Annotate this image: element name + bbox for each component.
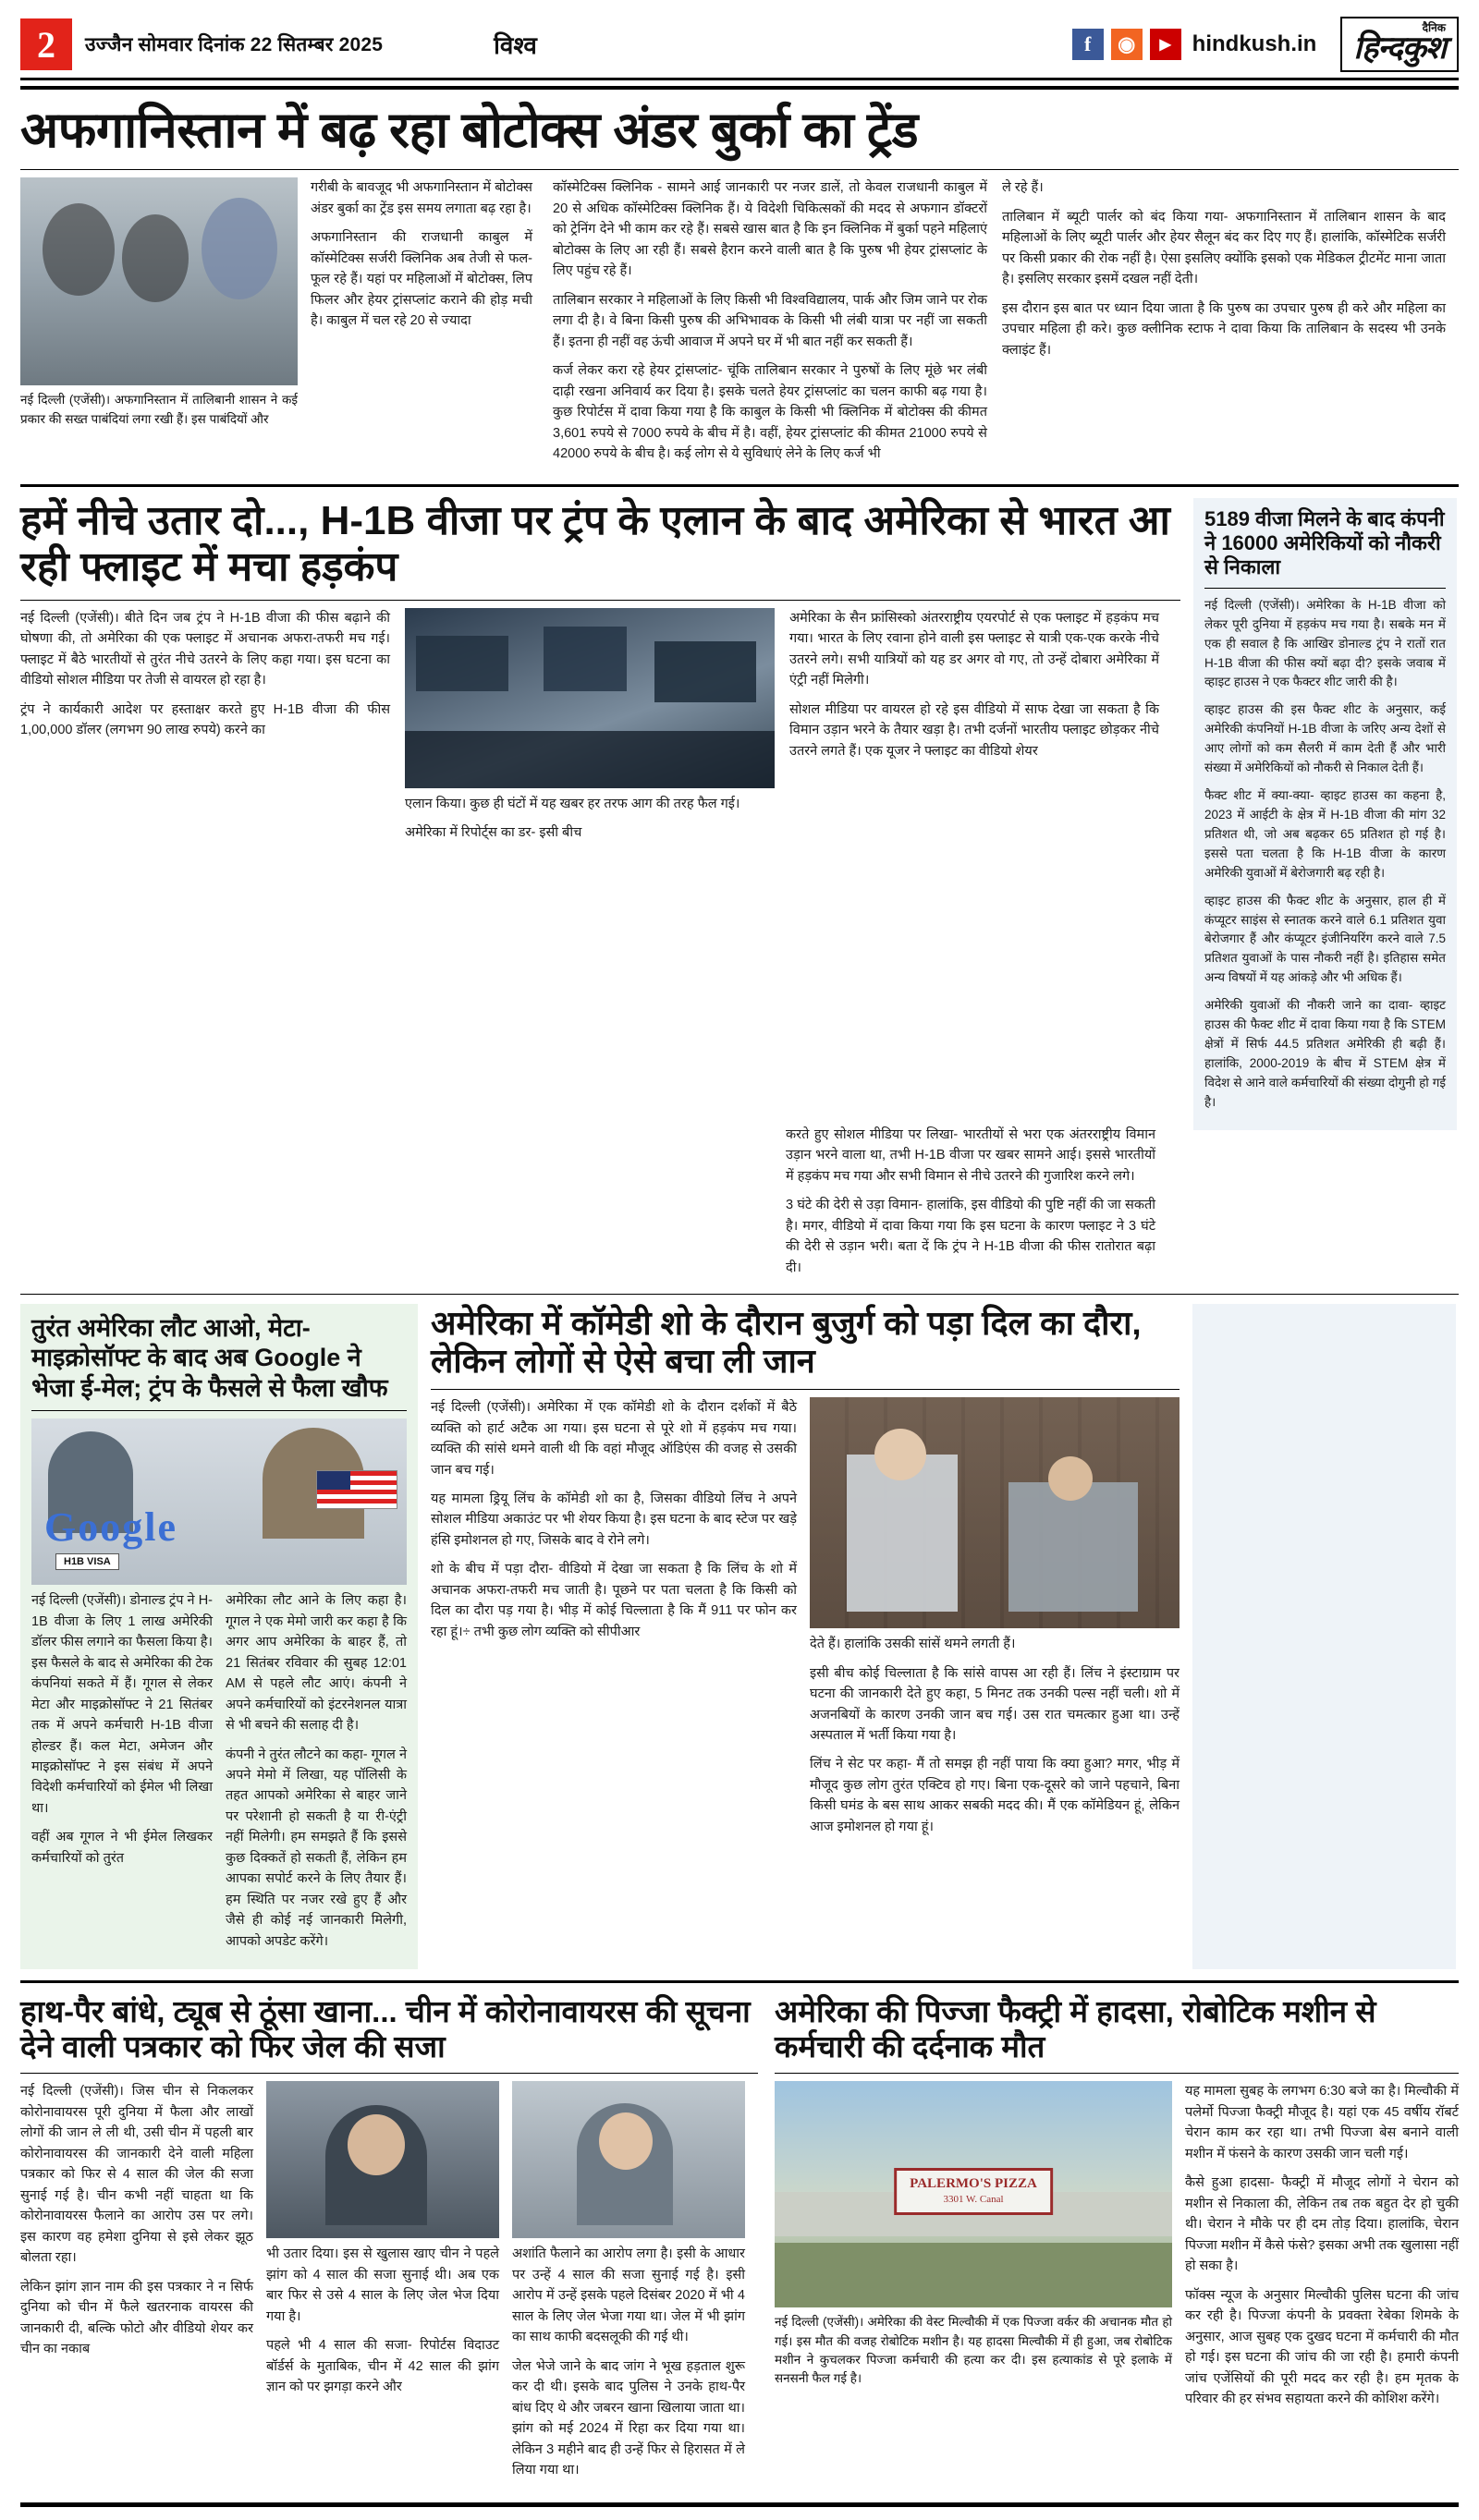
section-divider-1 <box>20 484 1459 487</box>
bottom-section <box>20 1994 1459 2489</box>
pizza-headline: अमेरिका की पिज्जा फैक्ट्री में हादसा, रोबोटिक मशीन से कर्मचारी की दर्दनाक मौत <box>775 1994 1376 2063</box>
h1b-visa-badge: H1B VISA <box>55 1553 119 1570</box>
sidebar-5189-headline: 5189 वीजा मिलने के बाद कंपनी ने 16000 अमेरिकियों को नौकरी से निकाला <box>1204 506 1445 579</box>
lead-col3-p2: तालिबान में ब्यूटी पार्लर को बंद किया गया- अफगानिस्तान में तालिबान शासन के बाद महिलाओं के लिए ब्यूटी पार्लर और हेयर सैलून बंद कर दिए गए हैं। हालांकि, कॉस्मेटिक सर्जरी पर किसी प्रकार की रोक नहीं है। ऐसा इसलिए क्योंकि इसको एक मेडिकल ट्रीटमेंट माना जाता है। इसलिए सरकार इसमें दखल नहीं देती। <box>1002 209 1446 287</box>
pizza-col1-p1: यह मामला सुबह के लगभग 6:30 बजे का है। मिल्वौकी में पलेर्मो पिज्जा फैक्ट्री मौजूद है। यहां एक 45 वर्षीय रॉबर्ट चेरान काम कर रहा था। तभी पिज्जा बेस बनाने वाली मशीन में फंसने के कारण उसकी जान चली गई। <box>1185 2084 1459 2161</box>
h1b-section <box>20 498 1459 1130</box>
china-col2-p2: पहले भी 4 साल की सजा- रिपोर्टस विदाउट बॉर्डर्स के मुताबिक, चीन में 42 साल की झांग ज्ञान को पर झगड़ा करने और <box>266 2338 499 2395</box>
sidebar-5189-p4: व्हाइट हाउस की फैक्ट शीट के अनुसार, हाल ही में कंप्यूटर साइंस से स्नातक करने वाले 6.1 प्रतिशत युवा बेरोजगार हैं और कंप्यूटर इंजीनियरिंग करने वाले 7.5 प्रतिशत युवाओं के पास नौकरी नहीं है। इतिहास समेत अन्य विषयों में यह आंकड़े और भी अधिक हैं। <box>1204 893 1446 985</box>
sidebar-5189-p2: व्हाइट हाउस की इस फैक्ट शीट के अनुसार, कई अमेरिकी कंपनियों H-1B वीजा के जरिए अन्य देशों से आए लोगों को कम सैलरी में काम देती हैं और भारी संख्या में अमेरिकियों को नौकरी से निकाल देती हैं। <box>1204 702 1446 775</box>
social-links <box>1072 17 1459 72</box>
google-logo-text: Google <box>44 1504 177 1551</box>
masthead-rule <box>20 86 1459 90</box>
pizza-sign-address: 3301 W. Canal <box>943 2194 1004 2206</box>
china-col3-p1: अशांति फैलाने का आरोप लगा है। इसी के आधार पर उन्हें 4 साल की सजा सुनाई गई है। इसी आरोप में उन्हें इसके पहले दिसंबर 2020 में भी 4 साल के लिए जेल भेजा गया था। जेल में भी झांग का साथ काफी बदसलूकी की गई थी। <box>512 2246 745 2345</box>
lead-story <box>20 177 1459 472</box>
page-bottom-rule <box>20 2502 1459 2507</box>
china-rule <box>20 2073 758 2074</box>
comedy-rule <box>431 1389 1180 1390</box>
lead-col3 <box>1002 177 1446 472</box>
sidebar-5189-p3: फैक्ट शीट में क्या-क्या- व्हाइट हाउस का कहना है, 2023 में आईटी के क्षेत्र में H-1B वीजा की मांग 32 प्रतिशत थी, जो अब बढ़कर 65 प्रतिशत हो गई है। इससे पता चलता है कि H-1B वीजा के कारण अमेरिकी युवाओं में बेरोजगारी बढ़ रही है। <box>1204 788 1446 880</box>
sidebar-5189-rule <box>1204 588 1446 589</box>
airplane-cabin-photo <box>405 608 775 788</box>
h1b-col3 <box>789 608 1159 852</box>
logo-wordmark: हिन्दकुश <box>1353 31 1446 66</box>
h1b-col4-p2: 3 घंटे की देरी से उड़ा विमान- हालांकि, इस वीडियो की पुष्टि नहीं की जा सकती है। मगर, वीडियो में दावा किया गया कि इस घटना के कारण फ्लाइट ने 3 घंटे की देरी से उड़ान भरी। बता दें कि ट्रंप ने H-1B वीजा की फीस रातोरात बढ़ा दी। <box>786 1198 1155 1275</box>
comedy-col2-p3: लिंच ने सेट पर कहा- मैं तो समझ ही नहीं पाया कि क्या हुआ? मगर, भीड़ में मौजूद कुछ लोग तुरंत एक्टिव हो गए। बिना एक-दूसरे को जाने पहचाने, बिना किसी घमंड के बस साथ आकर सबकी मदद की। मैं एक कॉमेडियन हूं, लेकिन आज इमोशनल हो गया हूं। <box>810 1757 1180 1834</box>
page-number-badge: 2 <box>20 18 72 70</box>
lead-col1-p2: अफगानिस्तान की राजधानी काबुल में कॉस्मेटिक्स सर्जरी क्लिनिक अब तेजी से फल-फूल रहे हैं। यहां पर महिलाओं में बोटोक्स, लिप फिलर और हेयर ट्रांसप्लांट कराने की होड़ मची है। काबुल में चल रहे 20 से ज्यादा <box>311 230 532 329</box>
us-flag-icon <box>316 1470 397 1509</box>
pizza-sign-name: PALERMO'S PIZZA <box>910 2175 1037 2191</box>
comedy-col1-p3: शो के बीच में पड़ा दौरा- वीडियो में देखा जा सकता है कि लिंच के शो में अचानक अफरा-तफरी मच जाती है। पूछने पर पता चलता है कि किसी को दिल का दौरा पड़ गया है। भीड़ में कोई चिल्लाता है कि मैं 911 पर फोन कर रहा हूं।÷ तभी कुछ लोग व्यक्ति को सीपीआर <box>431 1562 797 1639</box>
sidebar-5189-visa <box>1193 498 1457 1130</box>
rss-icon[interactable]: ◉ <box>1111 29 1143 60</box>
google-rule <box>31 1410 407 1411</box>
h1b-col2-p1: एलान किया। कुछ ही घंटों में यह खबर हर तरफ आग की तरह फैल गई। <box>405 796 740 811</box>
pizza-col1-p2: कैसे हुआ हादसा- फैक्ट्री में मौजूद लोगों ने चेरान को मशीन से निकाला की, लेकिन तब तक बहुत देर हो चुकी थी। चेरान ने मौके पर ही दम तोड़ दिया। हालांकि, चेरान पिज्जा मशीन में कैसे फंसे? इसका अभी तक खुलासा नहीं हो सका है। <box>1185 2175 1459 2274</box>
china-headline: हाथ-पैर बांधे, ट्यूब से ठूंसा खाना... चीन में कोरोनावायरस की सूचना देने वाली पत्रकार को फिर जेल की सजा <box>20 1994 751 2063</box>
china-col1-p1: नई दिल्ली (एजेंसी)। जिस चीन से निकलकर कोरोनावायरस पूरी दुनिया में फैला और लाखों लोगों की जान ले ली थी, उसी चीन में पहली बार कोरोनावायरस की जानकारी देने वाली महिला पत्रकार को फिर से 4 साल की जेल की सजा सुनाई गई है। चीन कभी नहीं चाहता था कि कोरोनावायरस फैलाने का आरोप उस पर लगे। इस कारण वह हमेशा दुनिया से इसे लेकर झूठ बोलता रहा। <box>20 2084 253 2266</box>
lead-col2-p3: कर्ज लेकर करा रहे हेयर ट्रांसप्लांट- चूंकि तालिबान सरकार ने पुरुषों के लिए मूंछे भर लंबी दाढ़ी रखना अनिवार्य कर दिया है। इसके चलते हेयर ट्रांसप्लांट का चलन काफी बढ़ गया है। कुछ रिपोर्टस में दावा किया गया है कि काबुल के किसी भी क्लिनिक में बोटोक्स की कीमत 3,601 रुपये से 7000 रुपये के बीच में है। वहीं, हेयर ट्रांसप्लांट की कीमत 21000 रुपये से 42000 रुपये के बीच है। कई लोग से ये सुविधाएं लेने के लिए कर्ज भी <box>553 363 987 462</box>
youtube-icon[interactable]: ▶ <box>1150 29 1181 60</box>
section-divider-2 <box>20 1294 1459 1295</box>
h1b-col1-p2: ट्रंप ने कार्यकारी आदेश पर हस्ताक्षर करते हुए H-1B वीजा की फीस 1,00,000 डॉलर (लगभग 90 लाख रुपये) करने का <box>20 701 390 738</box>
comedy-col1-p1: नई दिल्ली (एजेंसी)। अमेरिका में एक कॉमेडी शो के दौरान दर्शकों में बैठे व्यक्ति को हार्ट अटैक आ गया। इस घटना से पूरे शो में हड़कंप मच गया। व्यक्ति की सांसे थमने वाली थी कि वहां मौजूद ऑडिएंस की वजह से उसकी जान बच गई। <box>431 1400 797 1478</box>
china-col3-p2: जेल भेजे जाने के बाद जांग ने भूख हड़ताल शुरू कर दी थी। इसके बाद पुलिस ने उनके हाथ-पैर बांध दिए थे और जबरन खाना खिलाया जाता था। झांग को मई 2024 में रिहा कर दिया गया था। लेकिन 3 महीने बाद ही उन्हें फिर से हिरासत में ले लिया गया था। <box>512 2358 745 2478</box>
sidebar-5189-p1: नई दिल्ली (एजेंसी)। अमेरिका के H-1B वीजा को लेकर पूरी दुनिया में हड़कंप मच गया है। सबके मन में एक ही सवाल है कि आखिर डोनाल्ड ट्रंप ने रातों रात H-1B वीजा की फीस क्यों बढ़ा दी? इसके जवाब में व्हाइट हाउस ने एक फैक्टर शीट जारी की है। <box>1204 597 1446 689</box>
comedy-headline: अमेरिका में कॉमेडी शो के दौरान बुजुर्ग को पड़ा दिल का दौरा, लेकिन लोगों से ऐसे बचा ली जान <box>431 1304 1142 1381</box>
edition-dateline: उज्जैन सोमवार दिनांक 22 सितम्बर 2025 <box>85 34 384 55</box>
sidebar-5189-continued <box>1192 1304 1456 1969</box>
pizza-col1-p3: फॉक्स न्यूज के अनुसार मिल्वौकी पुलिस घटना की जांच कर रही है। पिज्जा कंपनी के प्रवक्ता रेबेका शिमके के अनुसार, आज सुबह एक दुखद घटना में कर्मचारी की मौत हो गई। इस घटना की जांच की जा रही है। हमारी कंपनी जांच एजेंसियों की पूरी मदद कर रही है। हम मृतक के परिवार की हर संभव सहायता करने की कोशिश करेंगे। <box>1185 2287 1459 2406</box>
lead-photo-caption: नई दिल्ली (एजेंसी)। अफगानिस्तान में तालिबानी शासन ने कई प्रकार की सख्त पाबंदियां लगा रखी हैं। इस पाबंदियों और <box>20 393 298 426</box>
h1b-col1-p1: नई दिल्ली (एजेंसी)। बीते दिन जब ट्रंप ने H-1B वीजा की फीस बढ़ाने की घोषणा की, तो अमेरिका की एक फ्लाइट में अचानक अफरा-तफरी मच गई। फ्लाइट में बैठे भारतीयों से तुरंत नीचे उतरने के लिए कहा गया। इस घटना का वीडियो सोशल मीडिया पर तेजी से वायरल हो रहा है। <box>20 610 390 688</box>
h1b-col4 <box>786 1125 1155 1286</box>
china-col2-p1: भी उतार दिया। इस से खुलास खाए चीन ने पहले झांग को 4 साल की सजा सुनाई थी। अब एक बार फिर से उसे 4 साल के लिए जेल भेज दिया गया है। <box>266 2246 499 2324</box>
comedy-show-rescue-photo <box>810 1397 1180 1628</box>
h1b-col3-p1: अमेरिका के सैन फ्रांसिस्को अंतरराष्ट्रीय एयरपोर्ट से एक फ्लाइट में हड़कंप मच गया। भारत के लिए रवाना होने वाली इस फ्लाइट से यात्री एक-एक करके नीचे उतरने लगे। सभी यात्रियों को यह डर अगर वो गए, तो उन्हें दोबारा अमेरिका में एंट्री नहीं मिलेगी। <box>789 610 1159 688</box>
website-handle[interactable]: hindkush.in <box>1192 31 1317 56</box>
h1b-col2-p2: अमेरिका में रिपोर्ट्स का डर- इसी बीच <box>405 825 582 841</box>
comedy-col2-p2: इसी बीच कोई चिल्लाता है कि सांसे वापस आ रही हैं। लिंच ने इंस्टाग्राम पर घटना की जानकारी देते हुए कहा, 5 मिनट तक उनकी पल्स नहीं चली। शो में अजनबियों के कारण उनकी जान बच गई। उस रात चमत्कार हुआ था। उन्हें अस्पताल में भर्ती किया गया है। <box>810 1665 1180 1743</box>
comedy-col1-p2: यह मामला ड्रियू लिंच के कॉमेडी शो का है, जिसका वीडियो लिंच ने अपने सोशल मीडिया अकाउंट पर भी शेयर किया है। इस घटना के बाद स्टेज पर खड़े हंसि इमोशनल हो गए, जिसके बाद वे रोने लगे। <box>431 1491 797 1548</box>
lead-col3-p3: इस दौरान इस बात पर ध्यान दिया जाता है कि पुरुष का उपचार पुरुष ही करे और महिला का उपचार महिला ही करे। कुछ क्लीनिक स्टाफ ने दावा किया कि तालिबान के सदस्य भी उनके क्लाइंट हैं। <box>1002 300 1446 358</box>
h1b-col1 <box>20 608 390 852</box>
comedy-story <box>431 1304 1180 1969</box>
lead-headline: अफगानिस्तान में बढ़ रहा बोटोक्स अंडर बुर्का का ट्रेंड <box>20 103 918 158</box>
china-story <box>20 1994 758 2489</box>
paper-logo <box>1340 17 1459 72</box>
h1b-col2 <box>405 608 775 852</box>
lead-col1-p1: गरीबी के बावजूद भी अफगानिस्तान में बोटोक्स अंडर बुर्का का ट्रेंड इस समय लगाता बढ़ रहा है। <box>311 180 532 216</box>
burqa-women-photo <box>20 177 298 385</box>
h1b-rule <box>20 600 1180 601</box>
palermo-pizza-factory-photo <box>775 2081 1172 2307</box>
masthead <box>20 17 1459 80</box>
zhang-zhan-photo <box>512 2081 745 2238</box>
section-divider-3 <box>20 1980 1459 1983</box>
google-col2-p2: कंपनी ने तुरंत लौटने का कहा- गूगल ने अपने मेमो में लिखा, यह पॉलिसी के तहत आपको अमेरिका से बाहर जाने पर परेशानी हो सकती है या री-एंट्री नहीं मिलेगी। हम समझते हैं कि इससे कुछ दिक्कतें हो सकती हैं, लेकिन हम आपका सपोर्ट करने के लिए तैयार हैं। हम स्थिति पर नजर रखे हुए हैं और जैसे ही कोई नई जानकारी मिलेगी, आपको अपडेट करेंगे। <box>226 1747 407 1949</box>
lead-col2-p1: कॉस्मेटिक्स क्लिनिक - सामने आई जानकारी पर नजर डालें, तो केवल राजधानी काबुल में 20 से अधिक कॉस्मेटिक्स क्लिनिक हैं। ये विदेशी चिकित्सकों की मदद से अफगान डॉक्टरों को ट्रेनिंग देने भी काम कर रहे हैं। सबसे खास बात है कि इन क्लिनिक में बुर्का पहने महिलाएं बोटोक्स के लिए आ रही हैं। सबसे हैरान करने वाली बात है कि पुरुष भी हेयर ट्रांसप्लांट के लिए पहुंच रहे हैं। <box>553 180 987 279</box>
sidebar-5189-p5: अमेरिकी युवाओं की नौकरी जाने का दावा- व्हाइट हाउस की फैक्ट शीट में दावा किया गया है कि STEM क्षेत्रों में सिर्फ 44.5 प्रतिशत अमेरिकी ही बढ़ी हैं। हालांकि, 2000-2019 के बीच में STEM क्षेत्र में विदेश से आने वाले कर्मचारियों की संख्या दोगुनी हो गई है। <box>1204 998 1446 1109</box>
pizza-factory-sign <box>894 2168 1053 2215</box>
china-col1-p2: लेकिन झांग ज्ञान नाम की इस पत्रकार ने न सिर्फ दुनिया को चीन में फैले खतरनाक वायरस की जानकारी दी, बल्कि फोटो और वीडियो शेयर कर चीन का नकाब <box>20 2279 253 2357</box>
facebook-icon[interactable]: f <box>1072 29 1104 60</box>
h1b-headline: हमें नीचे उतार दो..., H-1B वीजा पर ट्रंप के एलान के बाद अमेरिका से भारत आ रही फ्लाइट में मचा हड़कंप <box>20 497 1170 590</box>
google-col1-p2: वहीं अब गूगल ने भी ईमेल लिखकर कर्मचारियों को तुरंत <box>31 1830 213 1866</box>
pizza-rule <box>775 2073 1459 2074</box>
h1b-col3-p2: सोशल मीडिया पर वायरल हो रहे इस वीडियो में साफ देखा जा सकता है कि विमान उड़ान भरने के तैयार खड़ा है। तभी दर्जनों भारतीय फ्लाइट छोड़कर नीचे उतरने लगते हैं। एक यूजर ने फ्लाइट का वीडियो शेयर <box>789 701 1159 759</box>
google-col2-p1: अमेरिका लौट आने के लिए कहा है। गूगल ने एक मेमो जारी कर कहा है कि अगर आप अमेरिका के बाहर हैं, तो 21 सितंबर रविवार की सुबह 12:01 AM से पहले लौट आएं। कंपनी ने अपने कर्मचारियों को इंटरनेशनल यात्रा से भी बचने की सलाह दी है। <box>226 1593 407 1734</box>
pizza-story <box>775 1994 1459 2489</box>
pizza-photo-caption: नई दिल्ली (एजेंसी)। अमेरिका की वेस्ट मिल्वौकी में एक पिज्जा वर्कर की अचानक मौत हो गई। इस मौत की वजह रोबोटिक मशीन है। यह हादसा मिल्वौकी में ही हुआ, जब रोबोटिक मशीन ने कुचलकर पिज्जा कर्मचारी की हत्या कर दी। इस हत्याकांड से पूरे इलाके में सनसनी फैल गई है। <box>775 2315 1172 2386</box>
section-title: विश्व <box>494 31 537 59</box>
google-story <box>20 1304 418 1969</box>
xi-jinping-photo <box>266 2081 499 2238</box>
logo-kicker: दैनिक <box>1422 21 1446 34</box>
lead-col2-p2: तालिबान सरकार ने महिलाओं के लिए किसी भी विश्वविद्यालय, पार्क और जिम जाने पर रोक लगा दी है। वे बिना किसी पुरुष की अभिभावक के किसी भी लंबी यात्रा पर नहीं जा सकती हैं। इतना ही नहीं वह ऊंची आवाज में अपने घर में भी बात नहीं कर सकती हैं। <box>553 292 987 349</box>
google-col1-p1: नई दिल्ली (एजेंसी)। डोनाल्ड ट्रंप ने H-1B वीजा के लिए 1 लाख अमेरिकी डॉलर फीस लगाने का फैसला किया है। इस फैसले के बाद से अमेरिका की टेक कंपनियां सकते में हैं। गूगल से लेकर मेटा और माइक्रोसॉफ्ट ने 21 सितंबर तक में अपने कर्मचारी H-1B वीजा होल्डर हैं। कल मेटा, अमेजन और माइक्रोसॉफ्ट ने इस संबंध में अपने विदेशी कर्मचारियों को ईमेल भी लिखा था। <box>31 1593 213 1816</box>
middle-section <box>20 1304 1459 1969</box>
comedy-col2-p1: देते हैं। हालांकि उसकी सांसें थमने लगती हैं। <box>810 1637 1016 1652</box>
lead-col2 <box>553 177 987 472</box>
lead-rule <box>20 169 1459 170</box>
lead-col3-p1: ले रहे हैं। <box>1002 180 1044 196</box>
h1b-col4-p1: करते हुए सोशल मीडिया पर लिखा- भारतीयों से भरा एक अंतरराष्ट्रीय विमान उड़ान भरने वाला था, तभी H-1B वीजा पर खबर सामने आई। इससे भारतीयों में हड़कंप मच गया और सभी विमान से नीचे उतरने की गुजारिश करने लगे। <box>786 1126 1155 1184</box>
sundar-pichai-trump-photo <box>31 1418 407 1585</box>
google-headline: तुरंत अमेरिका लौट आओ, मेटा-माइक्रोसॉफ्ट के बाद अब Google ने भेजा ई-मेल; ट्रंप के फैसले से फैला खौफ <box>31 1314 388 1402</box>
